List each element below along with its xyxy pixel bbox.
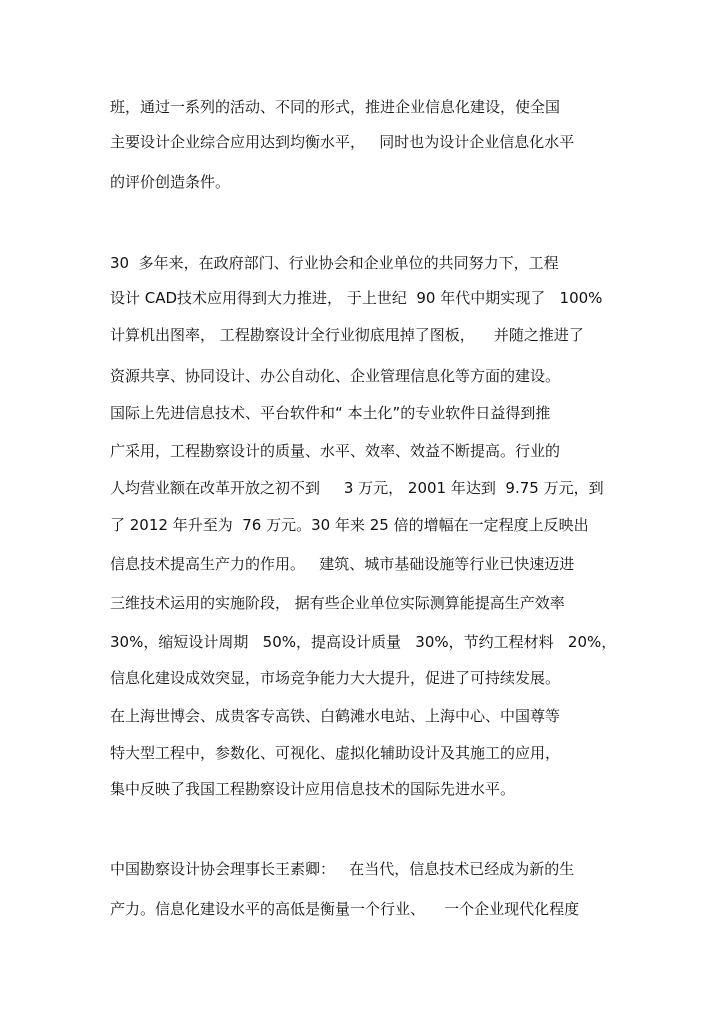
paragraph-3-line-2: 产力。信息化建设水平的高低是衡量一个行业、 一个企业现代化程度 <box>110 900 580 918</box>
paragraph-1-line-2: 主要设计企业综合应用达到均衡水平， 同时也为设计企业信息化水平 <box>110 133 575 151</box>
paragraph-1-line-1: 班，通过一系列的活动、不同的形式，推进企业信息化建设，使全国 <box>110 98 561 116</box>
paragraph-2-line-12: 信息化建设成效突显，市场竞争能力大大提升，促进了可持续发展。 <box>110 669 561 687</box>
paragraph-2-line-14: 特大型工程中，参数化、可视化、虚拟化辅助设计及其施工的应用， <box>110 744 561 762</box>
paragraph-2-line-7: 人均营业额在改革开放之初不到 3 万元， 2001 年达到 9.75 万元，到 <box>110 479 604 497</box>
paragraph-2-line-3: 计算机出图率， 工程勘察设计全行业彻底甩掉了图板， 并随之推进了 <box>110 326 584 344</box>
paragraph-2-line-6: 广采用，工程勘察设计的质量、水平、效率、效益不断提高。行业的 <box>110 442 561 460</box>
paragraph-2-line-2: 设计 CAD技术应用得到大力推进， 于上世纪 90 年代中期实现了 100% <box>110 289 603 307</box>
paragraph-1-line-3: 的评价创造条件。 <box>110 173 231 191</box>
paragraph-2-line-15: 集中反映了我国工程勘察设计应用信息技术的国际先进水平。 <box>110 780 516 798</box>
paragraph-2-line-1: 30 多年来，在政府部门、行业协会和企业单位的共同努力下，工程 <box>110 254 559 272</box>
paragraph-2-line-9: 信息技术提高生产力的作用。 建筑、城市基础设施等行业已快速迈进 <box>110 555 575 573</box>
paragraph-2-line-13: 在上海世博会、成贵客专高铁、白鹤滩水电站、上海中心、中国尊等 <box>110 707 561 725</box>
paragraph-2-line-5: 国际上先进信息技术、平台软件和“ 本土化”的专业软件日益得到推 <box>110 404 551 422</box>
paragraph-2-line-8: 了 2012 年升至为 76 万元。30 年来 25 倍的增幅在一定程度上反映出 <box>110 516 589 534</box>
paragraph-2-line-10: 三维技术运用的实施阶段， 据有些企业单位实际测算能提高生产效率 <box>110 594 565 612</box>
paragraph-2-line-4: 资源共享、协同设计、办公自动化、企业管理信息化等方面的建设。 <box>110 367 561 385</box>
paragraph-3-line-1: 中国勘察设计协会理事长王素卿： 在当代，信息技术已经成为新的生 <box>110 860 575 878</box>
paragraph-2-line-11: 30%，缩短设计周期 50%，提高设计质量 30%，节约工程材料 20%， <box>110 633 617 651</box>
